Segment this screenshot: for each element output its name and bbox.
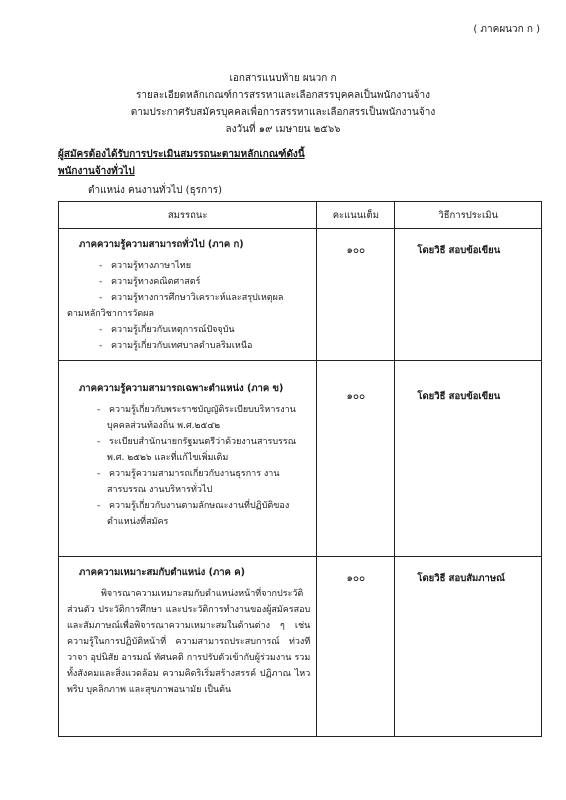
list-item: - ความรู้เกี่ยวกับงานตามลักษณะงานที่ปฏิบัติของตำแหน่งที่สมัคร (97, 501, 290, 527)
heading-line-3: ตามประกาศรับสมัครบุคคลเพื่อการสรรหาและเลือกสรรเป็นพนักงานจ้าง (130, 107, 436, 118)
method-cell: โดยวิธี สอบข้อเขียน (395, 361, 542, 557)
table-row-part-b (59, 361, 542, 557)
heading-line-4: ลงวันที่ ๑๙ เมษายน ๒๕๖๖ (225, 124, 341, 135)
list-item: - ระเบียบสำนักนายกรัฐมนตรีว่าด้วยงานสารบรรณ พ.ศ. ๒๕๒๖ และที่แก้ไขเพิ่มเติม (97, 437, 297, 463)
header-competency: สมรรถนะ (59, 202, 317, 229)
position-title: ตำแหน่ง คนงานทั่วไป (ธุรการ) (88, 185, 222, 196)
score-cell: ๑๐๐ (317, 361, 395, 557)
score-cell: ๑๐๐ (317, 229, 395, 361)
list-item: - ความรู้เกี่ยวกับเหตุการณ์ปัจจุบัน (99, 325, 235, 335)
part-title: ภาคความรู้ความสามารถทั่วไป (ภาค ก) (79, 239, 244, 250)
list-item: - ความรู้ทางภาษาไทย (99, 261, 191, 271)
competency-cell (59, 557, 317, 737)
section-title: ผู้สมัครต้องได้รับการประเมินสมรรถนะตามหลักเกณฑ์ดังนี้ (58, 149, 305, 160)
competency-table (58, 201, 542, 737)
table-row-part-c (59, 557, 542, 737)
table-header-row (59, 202, 542, 229)
list-item: - ความรู้ทางการศึกษาวิเคราะห์และสรุปเหตุผล (99, 293, 284, 303)
list-item: - ความรู้ทางคณิตศาสตร์ (99, 277, 201, 287)
part-description: พิจารณาความเหมาะสมกับตำแหน่งหน้าที่จากประวัติส่วนตัว ประวัติการศึกษา และประวัติการทำงานของผู้สมัครสอบและสัมภาษณ์เพื่อพิจารณาความเหมาะสมในด้านต่าง ๆ เช่น ความรู้ในการปฏิบัติหน้าที่ ความสามารถประสบการณ์ ท่วงที วาจา อุปนิสัย อารมณ์ ทัศนคติ การปรับตัวเข้ากับผู้ร่วมงาน รวมทั้งสังคมและสิ่งแวดล้อม ความคิดริเริ่มสร้างสรรค์ ปฏิภาณ ไหวพริบ บุคลิกภาพ และสุขภาพอนามัย เป็นต้น (67, 589, 311, 695)
competency-cell (59, 361, 317, 557)
list-item: - ความรู้เกี่ยวกับเทศบาลตำบลริมเหนือ (99, 341, 253, 351)
part-title: ภาคความเหมาะสมกับตำแหน่ง (ภาค ค) (79, 567, 245, 578)
table-row-part-a (59, 229, 542, 361)
competency-cell (59, 229, 317, 361)
list-item: - ความรู้ความสามารถเกี่ยวกับงานธุรการ งานสารบรรณ งานบริหารทั่วไป (97, 469, 280, 495)
method-cell: โดยวิธี สอบข้อเขียน (395, 229, 542, 361)
list-item-continuation: ตามหลักวิชาการวัดผล (67, 309, 154, 319)
score-cell: ๑๐๐ (317, 557, 395, 737)
annex-label: ( ภาคผนวก ก ) (473, 24, 540, 35)
subsection-title: พนักงานจ้างทั่วไป (58, 166, 135, 177)
part-title: ภาคความรู้ความสามารถเฉพาะตำแหน่ง (ภาค ข) (79, 383, 284, 394)
header-method: วิธีการประเมิน (395, 202, 542, 229)
method-cell: โดยวิธี สอบสัมภาษณ์ (395, 557, 542, 737)
header-full-score: คะแนนเต็ม (317, 202, 395, 229)
heading-line-1: เอกสารแนบท้าย ผนวก ก (229, 73, 337, 84)
document-heading (0, 70, 566, 138)
heading-line-2: รายละเอียดหลักเกณฑ์การสรรหาและเลือกสรรบุคคลเป็นพนักงานจ้าง (135, 90, 431, 101)
list-item: - ความรู้เกี่ยวกับพระราชบัญญัติระเบียบบริหารงานบุคคลส่วนท้องถิ่น พ.ศ.๒๕๔๒ (97, 405, 296, 431)
